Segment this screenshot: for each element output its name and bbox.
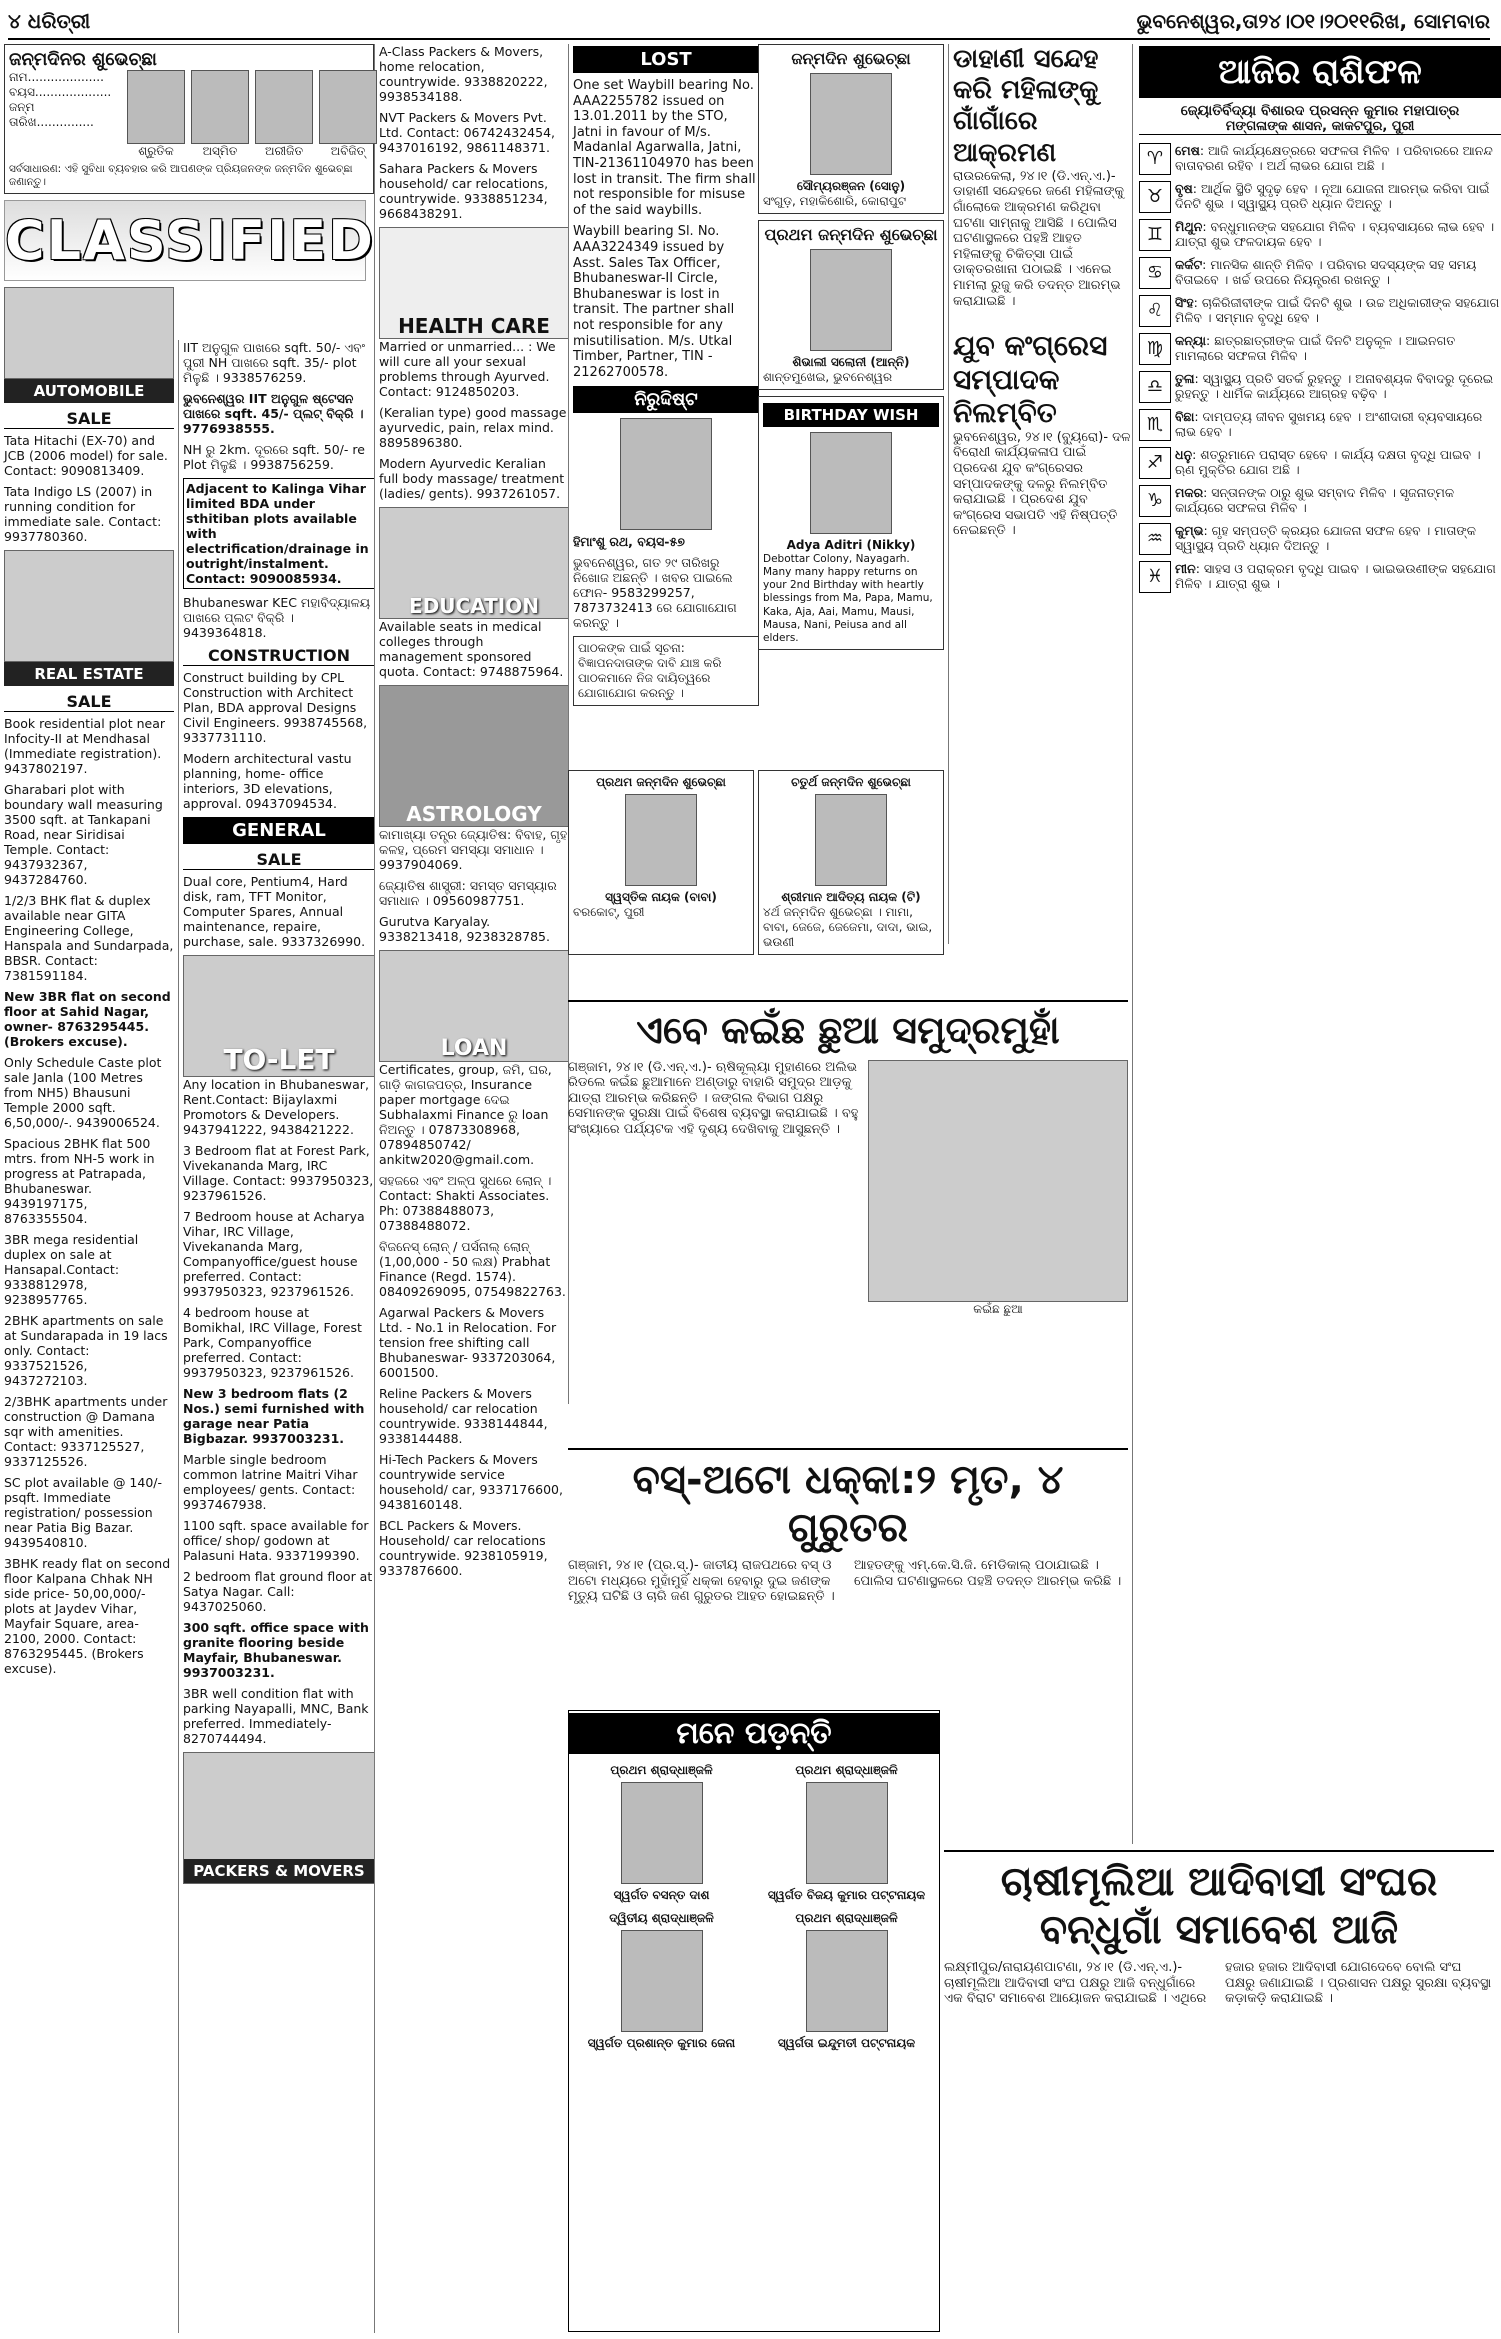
obituary-name: ସ୍ୱର୍ଗତ ବିଜୟ କୁମାର ପଟ୍ଟନାୟକ <box>767 1888 926 1902</box>
column-3 <box>374 44 569 2333</box>
story-4-headline: ବସ୍-ଅଟୋ ଧକ୍କା:୨ ମୃତ, ୪ ଗୁରୁତର <box>632 1457 1064 1551</box>
birthday-note: ସର୍ବସାଧାରଣ: ଏହି ସୁବିଧା ବ୍ୟବହାର କରି ଆପଣଙ୍କ ପ୍ରିୟଜନଙ୍କ ଜନ୍ମଦିନ ଶୁଭେଚ୍ଛା ଜଣାନ୍ତୁ। <box>9 163 353 189</box>
zodiac-name: କୁମ୍ଭ <box>1175 523 1204 538</box>
zodiac-list <box>1139 143 1501 593</box>
construction-heading: CONSTRUCTION <box>183 646 375 666</box>
ad: Book residential plot near Infocity-II at Mendhasal (Immediate registration). 9437802197. <box>4 716 165 777</box>
dateline: ଭୁବନେଶ୍ୱର,ତା୨୪।୦୧।୨୦୧୧ରିଖ, ସୋମବାର <box>1136 9 1490 33</box>
zodiac-name: ଧନୁ <box>1175 447 1193 462</box>
real-estate-label: REAL ESTATE <box>4 662 174 686</box>
ad: Certificates, group, ଜମି, ଘର, ଗାଡ଼ି କାଗଜପତ୍ର, Insurance paper mortgage ଦେଇ Subhalaxmi Finance ରୁ loan ନିଅନ୍ତୁ । 07873308968, 07894850742/ ankitw2020@gmail.com. <box>379 1062 552 1167</box>
child-name: ଶ୍ରୁତିକ <box>138 144 174 158</box>
zodiac-entry: ♋ କର୍କଟ: ମାନସିକ ଶାନ୍ତି ମିଳିବ । ପରିବାର ସଦସ୍ୟଙ୍କ ସହ ସମୟ ବିତାଇବେ । ଖର୍ଚ୍ଚ ଉପରେ ନିୟନ୍ତ୍ରଣ ରଖନ୍ତୁ । <box>1139 257 1501 289</box>
astrology-label: ASTROLOGY <box>406 802 542 826</box>
zodiac-name: ମେଷ <box>1175 143 1200 158</box>
ad: Modern architectural vastu planning, home- office interiors, 3D elevations, approval. 09437094534. <box>183 751 352 811</box>
zodiac-entry: ♎ ତୁଳା: ସ୍ୱାସ୍ଥ୍ୟ ପ୍ରତି ସତର୍କ ରୁହନ୍ତୁ । ଅନାବଶ୍ୟକ ବିବାଦରୁ ଦୂରେଇ ରୁହନ୍ତୁ । ଧାର୍ମିକ କାର୍ଯ୍ୟରେ ଆଗ୍ରହ ବଢ଼ିବ । <box>1139 371 1501 403</box>
wish-title: ପ୍ରଥମ ଜନ୍ମଦିନ ଶୁଭେଚ୍ଛା <box>596 775 726 789</box>
ad: New 3BR flat on second floor at Sahid Nagar, owner- 8763295445. (Brokers excuse). <box>4 989 171 1050</box>
obituary-name: ସ୍ୱର୍ଗତା ଇନ୍ଦୁମତୀ ପଟ୍ଟନାୟକ <box>777 2036 916 2050</box>
obituary-sub: ଦ୍ୱିତୀୟ ଶ୍ରାଦ୍ଧାଞ୍ଜଳି <box>609 1911 714 1925</box>
story-1-headline: ଡାହାଣୀ ସନ୍ଦେହ କରି ମହିଳାଙ୍କୁ ଗାଁଗାଁରେ ଆକ୍ରମଣ <box>953 44 1099 168</box>
ad: ଭୁବନେଶ୍ୱର IIT ଅନୁଗୁଳ ଷ୍ଟେସନ ପାଖରେ sqft. 45/- ପ୍ଲଟ୍ ବିକ୍ରି । 9776938555. <box>183 391 364 436</box>
obituary-1 <box>569 1759 754 1907</box>
zodiac-entry: ♉ ବୃଷ: ଆର୍ଥିକ ସ୍ଥିତି ସୁଦୃଢ଼ ହେବ । ନୂଆ ଯୋଜନା ଆରମ୍ଭ କରିବା ପାଇଁ ଦିନଟି ଶୁଭ । ସ୍ୱାସ୍ଥ୍ୟ ପ୍ରତି ଧ୍ୟାନ ଦିଅନ୍ତୁ । <box>1139 181 1501 213</box>
ad: 4 bedroom house at Bomikhal, IRC Village, Forest Park, Companyoffice preferred. Contact: 9937950323, 9237961526. <box>183 1305 362 1380</box>
zodiac-text: ଚାକିରିଜୀବୀଙ୍କ ପାଇଁ ଦିନଟି ଶୁଭ । ଉଚ୍ଚ ଅଧିକାରୀଙ୍କ ସହଯୋଗ ମିଳିବ । ସମ୍ମାନ ବୃଦ୍ଧି ହେବ । <box>1175 295 1500 326</box>
child-4 <box>319 70 377 159</box>
lost-notice-1: One set Waybill bearing No. AAA2255782 issued on 13.01.2011 by the STO, Jatni in favour of M/s. Madanlal Agarwalla, Jatni, TIN-21361104970 has been lost in transit. The firm shall not responsible for misuse of the said waybills. <box>573 78 756 218</box>
ad: 7 Bedroom house at Acharya Vihar, IRC Village, Vivekananda Marg, Companyoffice/guest house preferred. Contact: 9937950323, 9237961526. <box>183 1209 365 1299</box>
obituary-title: ମନେ ପଡ଼ନ୍ତି <box>569 1713 939 1754</box>
horoscope-address: ମଙ୍ଗଳାଙ୍କ ଶାସନ, କାକଟପୁର, ପୁରୀ <box>1139 119 1501 135</box>
story-4-body: ଗଞ୍ଜାମ, ୨୪।୧ (ପ୍ର.ସ୍.)- ଜାତୀୟ ରାଜପଥରେ ବସ୍ ଓ ଅଟୋ ମଧ୍ୟରେ ମୁହାଁମୁହିଁ ଧକ୍କା ହେବାରୁ ଦୁଇ ଜଣଙ୍କ ମୃତ୍ୟୁ ଘଟିଛି ଓ ଚାରି ଜଣ ଗୁରୁତର ଆହତ ହୋଇଛନ୍ତି । ଆହତଙ୍କୁ ଏମ୍.କେ.ସି.ଜି. ମେଡିକାଲ୍ ପଠାଯାଇଛି । ପୋଲିସ ଘଟଣାସ୍ଥଳରେ ପହଞ୍ଚି ତଦନ୍ତ ଆରମ୍ଭ କରିଛି । <box>568 1558 1122 1605</box>
story-5-headline: ଚାଷୀମୂଲିଆ ଆଦିବାସୀ ସଂଘର ବନ୍ଧୁଗାଁ ସମାବେଶ ଆଜି <box>1000 1859 1438 1953</box>
ad: Only Schedule Caste plot sale Janla (100 Metres from NH5) Bhausuni Temple 2000 sqft. 6,50,000/-. 9439006524. <box>4 1055 162 1131</box>
zodiac-name: ମକର <box>1175 485 1204 500</box>
ad: Modern Ayurvedic Keralian full body massage/ treatment (ladies/ gents). 9937261057. <box>379 456 565 501</box>
packers-image <box>183 1752 375 1884</box>
ad: Adjacent to Kalinga Vihar limited BDA under sthitiban plots available with electrification/drainage in outright/instalment. Contact: 9090085934. <box>183 478 375 589</box>
wish-5 <box>758 770 944 955</box>
wish-text: ସଂଗୁଡ଼, ମହାକିଶୋରି, କୋରାପୁଟ <box>763 194 907 208</box>
zodiac-symbol-icon: ♒ <box>1139 523 1171 555</box>
photo <box>255 70 313 144</box>
wish-name: Adya Aditri (Nikky) <box>786 538 916 552</box>
loan-image <box>379 950 569 1062</box>
packers-label: PACKERS & MOVERS <box>184 1859 374 1883</box>
ad: Dual core, Pentium4, Hard disk, ram, TFT Monitor, Computer Spares, Annual maintenance, repaire, purchase, sale. 9337326990. <box>183 874 366 949</box>
story-1-body: ରାଉରକେଲା, ୨୪।୧ (ଡି.ଏନ୍.ଏ.)- ଡାହାଣୀ ସନ୍ଦେହରେ ଜଣେ ମହିଳାଙ୍କୁ ଗାଁଲୋକେ ଆକ୍ରମଣ କରିଥିବା ଘଟଣା ସାମ୍ନାକୁ ଆସିଛି । ପୋଲିସ ଘଟଣାସ୍ଥଳରେ ପହଞ୍ଚି ଆହତ ମହିଳାଙ୍କୁ ଚିକିତ୍ସା ପାଇଁ ଡାକ୍ତରଖାନା ପଠାଇଛି । ଏନେଇ ମାମଲା ରୁଜୁ କରି ତଦନ୍ତ ଆରମ୍ଭ କରାଯାଇଛି । <box>953 168 1124 309</box>
car-image <box>4 287 174 379</box>
ad: SC plot available @ 140/- psqft. Immediate registration/ possession near Patia Big Bazar. 9439540810. <box>4 1475 163 1551</box>
zodiac-symbol-icon: ♎ <box>1139 371 1171 403</box>
wish-text: ବରକୋଟ୍, ପୁରୀ <box>573 905 645 919</box>
zodiac-symbol-icon: ♑ <box>1139 485 1171 517</box>
ad: 3BHK ready flat on second floor Kalpana Chhak NH side price- 50,00,000/- plots at Jaydev Vihar, Mayfair Square, area-2100, 2000. Contact: 8763295445. (Brokers excuse). <box>4 1556 171 1677</box>
to-let-image <box>183 955 375 1077</box>
zodiac-text: ମାନସିକ ଶାନ୍ତି ମିଳିବ । ପରିବାର ସଦସ୍ୟଙ୍କ ସହ ସମୟ ବିତାଇବେ । ଖର୍ଚ୍ଚ ଉପରେ ନିୟନ୍ତ୍ରଣ ରଖନ୍ତୁ । <box>1175 257 1477 288</box>
house-image <box>4 550 174 662</box>
education-image <box>379 507 569 619</box>
ad: Bhubaneswar KEC ମହାବିଦ୍ୟାଳୟ ପାଖରେ ପ୍ଲଟ ବିକ୍ରି । 9439364818. <box>183 595 371 640</box>
lost-heading: LOST <box>573 46 759 73</box>
wish-title: ଜନ୍ମଦିନ ଶୁଭେଚ୍ଛା <box>791 49 911 68</box>
automobile-label: AUTOMOBILE <box>4 379 174 403</box>
ad: 1100 sqft. space available for office/ shop/ godown at Palasuni Hata. 9337199390. <box>183 1518 369 1563</box>
ad: Construct building by CPL Construction with Architect Plan, BDA approval Designs Civil Engineers. 9938745568, 9337731110. <box>183 670 368 745</box>
wish-2 <box>758 220 944 390</box>
zodiac-text: ଆଜି କାର୍ଯ୍ୟକ୍ଷେତ୍ରରେ ସଫଳତା ମିଳିବ । ପରିବାରରେ ଆନନ୍ଦ ବାତାବରଣ ରହିବ । ଅର୍ଥ ଲାଭର ଯୋଗ ଅଛି । <box>1175 143 1493 174</box>
form-field-dob: ଜନ୍ମ ତାରିଖ............... <box>9 100 94 129</box>
wish-4 <box>568 770 754 955</box>
ad: NH ରୁ 2km. ଦୂରରେ sqft. 50/- re Plot ମିଳୁଛି । 9938756259. <box>183 442 365 472</box>
wish-name: ଶିଭାଲୀ ସଲୋନୀ (ଆନ୍ନି) <box>792 355 910 369</box>
ad: BCL Packers & Movers. Household/ car relocations countrywide. 9238105919, 9337876600. <box>379 1518 548 1578</box>
lost-notice-2: Waybill bearing Sl. No. AAA3224349 issued by Asst. Sales Tax Officer, Bhubaneswar-II Circle, Bhubaneswar is lost in transit. The partner shall not responsible for any misutilisation. M/s. Utkal Timber, Partner, TIN - 21262700578. <box>573 224 735 380</box>
birthday-form <box>4 44 374 194</box>
ad: 2BHK apartments on sale at Sundarapada in 19 lacs only. Contact: 9337521526, 9437272103. <box>4 1313 168 1389</box>
health-care-image <box>379 227 569 339</box>
zodiac-text: ଶତ୍ରୁମାନେ ପରାସ୍ତ ହେବେ । କାର୍ଯ୍ୟ ଦକ୍ଷତା ବୃଦ୍ଧି ପାଇବ । ଋଣ ମୁକ୍ତିର ଯୋଗ ଅଛି । <box>1175 447 1481 478</box>
form-field-name: ନାମ.................... <box>9 70 104 84</box>
child-photo <box>810 249 892 351</box>
zodiac-text: ଆର୍ଥିକ ସ୍ଥିତି ସୁଦୃଢ଼ ହେବ । ନୂଆ ଯୋଜନା ଆରମ୍ଭ କରିବା ପାଇଁ ଦିନଟି ଶୁଭ । ସ୍ୱାସ୍ଥ୍ୟ ପ୍ରତି ଧ୍ୟାନ ଦିଅନ୍ତୁ । <box>1175 181 1490 212</box>
photo <box>319 70 377 144</box>
story-2-headline: ଯୁବ କଂଗ୍ରେସ ସମ୍ପାଦକ ନିଲମ୍ବିତ <box>953 329 1108 430</box>
zodiac-entry: ♍ କନ୍ୟା: ଛାତ୍ରଛାତ୍ରୀଙ୍କ ପାଇଁ ଦିନଟି ଅନୁକୂଳ । ଆଇନଗତ ମାମଲାରେ ସଫଳତା ମିଳିବ । <box>1139 333 1501 365</box>
wishes-row <box>568 770 944 961</box>
obituary-2 <box>754 1759 939 1907</box>
child-photo <box>625 794 697 886</box>
ad: ବିଜନେସ୍ ଲୋନ୍ / ପର୍ସନାଲ୍ ଲୋନ୍ (1,00,000 - 50 ଲକ୍ଷ) Prabhat Finance (Regd. 1574). 08409269095, 07549822763. <box>379 1239 566 1299</box>
ad: 3BR well condition flat with parking Nayapalli, MNC, Bank preferred. Immediately- 8270744494. <box>183 1686 369 1746</box>
wish-name: ସ୍ୱସ୍ତିକ ନାୟକ (ବାବା) <box>605 890 717 904</box>
zodiac-entry: ♌ ସିଂହ: ଚାକିରିଜୀବୀଙ୍କ ପାଇଁ ଦିନଟି ଶୁଭ । ଉଚ୍ଚ ଅଧିକାରୀଙ୍କ ସହଯୋଗ ମିଳିବ । ସମ୍ମାନ ବୃଦ୍ଧି ହେବ । <box>1139 295 1501 327</box>
photo <box>127 70 185 144</box>
ad: 2 bedroom flat ground floor at Satya Nagar. Call: 9437025060. <box>183 1569 373 1614</box>
story-3 <box>568 1000 1128 1442</box>
zodiac-text: ବନ୍ଧୁମାନଙ୍କ ସହଯୋଗ ମିଳିବ । ବ୍ୟବସାୟରେ ଲାଭ ହେବ । ଯାତ୍ରା ଶୁଭ ଫଳଦାୟକ ହେବ । <box>1175 219 1495 250</box>
zodiac-symbol-icon: ♏ <box>1139 409 1171 441</box>
column-2 <box>178 340 375 2333</box>
missing-name: ହିମାଂଶୁ ରଥ, ବୟସ-୫୭ <box>573 534 685 550</box>
zodiac-name: କର୍କଟ <box>1175 257 1203 272</box>
ad: Gurutva Karyalay. 9338213418, 9238328785. <box>379 914 550 944</box>
ad: Available seats in medical colleges through management sponsored quota. Contact: 9748875964. <box>379 619 564 679</box>
zodiac-symbol-icon: ♐ <box>1139 447 1171 479</box>
zodiac-name: ସିଂହ <box>1175 295 1194 310</box>
horoscope-column <box>1132 44 1501 1844</box>
portrait <box>621 1930 703 2032</box>
ad: Tata Hitachi (EX-70) and JCB (2006 model) for sale. Contact: 9090813409. <box>4 433 168 479</box>
child-3 <box>255 70 313 159</box>
zodiac-entry: ♊ ମିଥୁନ: ବନ୍ଧୁମାନଙ୍କ ସହଯୋଗ ମିଳିବ । ବ୍ୟବସାୟରେ ଲାଭ ହେବ । ଯାତ୍ରା ଶୁଭ ଫଳଦାୟକ ହେବ । <box>1139 219 1501 251</box>
photo <box>191 70 249 144</box>
story-4 <box>568 1448 1128 1700</box>
sale-heading: SALE <box>4 409 174 429</box>
zodiac-entry: ♈ ମେଷ: ଆଜି କାର୍ଯ୍ୟକ୍ଷେତ୍ରରେ ସଫଳତା ମିଳିବ । ପରିବାରରେ ଆନନ୍ଦ ବାତାବରଣ ରହିବ । ଅର୍ଥ ଲାଭର ଯୋଗ ଅଛି । <box>1139 143 1501 175</box>
zodiac-text: ଛାତ୍ରଛାତ୍ରୀଙ୍କ ପାଇଁ ଦିନଟି ଅନୁକୂଳ । ଆଇନଗତ ମାମଲାରେ ସଫଳତା ମିଳିବ । <box>1175 333 1456 364</box>
obituary-sub: ପ୍ରଥମ ଶ୍ରାଦ୍ଧାଞ୍ଜଳି <box>795 1911 898 1925</box>
wish-title: ଚତୁର୍ଥ ଜନ୍ମଦିନ ଶୁଭେଚ୍ଛା <box>791 775 911 789</box>
child-name: ଅସ୍ମିତ <box>202 144 238 158</box>
zodiac-entry: ♓ ମୀନ: ସାହସ ଓ ପରାକ୍ରମ ବୃଦ୍ଧି ପାଇବ । ଭାଇଭଉଣୀଙ୍କ ସହଯୋଗ ମିଳିବ । ଯାତ୍ରା ଶୁଭ । <box>1139 561 1501 593</box>
ad: A-Class Packers & Movers, home relocation, countrywide. 9338820222, 9938534188. <box>379 44 548 104</box>
page-header <box>8 4 1490 40</box>
ad: ସହଜରେ ଏବଂ ଅଳ୍ପ ସୁଧରେ ଲୋନ୍ । Contact: Shakti Associates. Ph: 07388488073, 07388488072. <box>379 1173 552 1233</box>
zodiac-text: ଦାମ୍ପତ୍ୟ ଜୀବନ ସୁଖମୟ ହେବ । ଅଂଶୀଦାରୀ ବ୍ୟବସାୟରେ ଲାଭ ହେବ । <box>1175 409 1483 440</box>
child-photo <box>810 73 892 175</box>
zodiac-symbol-icon: ♈ <box>1139 143 1171 175</box>
wish-title: BIRTHDAY WISH <box>763 403 939 427</box>
reader-notice: ପାଠକଙ୍କ ପାଇଁ ସୂଚନା: ବିଜ୍ଞାପନଦାତାଙ୍କ ଦାବି ଯାଞ୍ଚ କରି ପାଠକମାନେ ନିଜ ଦାୟିତ୍ୱରେ ଯୋଗାଯୋଗ କରନ୍ତୁ । <box>573 636 759 706</box>
education-label: EDUCATION <box>409 594 539 618</box>
wish-text: ୪ର୍ଥ ଜନ୍ମଦିନ ଶୁଭେଚ୍ଛା । ମାମା, ବାବା, ଜେଜେ, ଜେଜେମା, ଦାଦା, ଭାଇ, ଭଉଣୀ <box>763 905 933 949</box>
ad: Hi-Tech Packers & Movers countrywide service household/ car, 9337176600, 9438160148. <box>379 1452 563 1512</box>
story-5 <box>944 1850 1494 2332</box>
obituary-sub: ପ୍ରଥମ ଶ୍ରାଦ୍ଧାଞ୍ଜଳି <box>610 1763 713 1777</box>
ad: 300 sqft. office space with granite flooring beside Mayfair, Bhubaneswar. 9937003231. <box>183 1620 369 1680</box>
zodiac-name: ତୁଳା <box>1175 371 1195 386</box>
zodiac-symbol-icon: ♓ <box>1139 561 1171 593</box>
zodiac-entry: ♐ ଧନୁ: ଶତ୍ରୁମାନେ ପରାସ୍ତ ହେବେ । କାର୍ଯ୍ୟ ଦକ୍ଷତା ବୃଦ୍ଧି ପାଇବ । ଋଣ ମୁକ୍ତିର ଯୋଗ ଅଛି । <box>1139 447 1501 479</box>
ad: Tata Indigo LS (2007) in running condition for immediate sale. Contact: 9937780360. <box>4 484 162 545</box>
ad: 1/2/3 BHK flat & duplex available near GITA Engineering College, Hanspala and Sundarpada, BBSR. Contact: 7381591184. <box>4 893 174 984</box>
ad: Spacious 2BHK flat 500 mtrs. from NH-5 work in progress at Patrapada, Bhubaneswar. 9439197175, 8763355504. <box>4 1136 155 1227</box>
wish-name: ସୌମ୍ୟରଞ୍ଜନ (ସୋନୁ) <box>796 179 906 193</box>
ad: Sahara Packers & Movers household/ car relocations, countrywide. 9338851234, 9668438291. <box>379 161 549 221</box>
ad: କାମାଖ୍ୟା ତନ୍ତ୍ର ଜ୍ୟୋତିଷ: ବିବାହ, ଗୃହ କଳହ, ପ୍ରେମ ସମସ୍ୟା ସମାଧାନ । 9937904069. <box>379 827 568 872</box>
wish-title: ପ୍ରଥମ ଜନ୍ମଦିନ ଶୁଭେଚ୍ଛା <box>764 225 938 244</box>
page-number: ୪ ଧରିତ୍ରୀ <box>8 9 91 33</box>
obituary-4 <box>754 1907 939 2055</box>
classified-banner: CLASSIFIED <box>4 200 366 281</box>
missing-person-photo <box>620 418 712 530</box>
zodiac-symbol-icon: ♉ <box>1139 181 1171 213</box>
wish-text: Debottar Colony, Nayagarh. Many many happy returns on your 2nd Birthday with heartly blessings from Ma, Papa, Mamu, Kaka, Aja, Aai, Mamu, Mausi, Mausa, Nani, Peiusa and all elders. <box>763 553 933 644</box>
ad: Married or unmarried... : We will cure all your sexual problems through Ayurved. Contact: 9124850203. <box>379 339 556 399</box>
obituary-sub: ପ୍ରଥମ ଶ୍ରାଦ୍ଧାଞ୍ଜଳି <box>795 1763 898 1777</box>
wish-1 <box>758 44 944 214</box>
loan-label: LOAN <box>440 1036 508 1061</box>
health-care-label: HEALTH CARE <box>398 314 550 338</box>
zodiac-entry: ♏ ବିଛା: ଦାମ୍ପତ୍ୟ ଜୀବନ ସୁଖମୟ ହେବ । ଅଂଶୀଦାରୀ ବ୍ୟବସାୟରେ ଲାଭ ହେବ । <box>1139 409 1501 441</box>
child-1 <box>127 70 185 159</box>
child-photo <box>815 794 887 886</box>
zodiac-symbol-icon: ♌ <box>1139 295 1171 327</box>
story-3-headline: ଏବେ କଇଁଛ ଛୁଆ ସମୁଦ୍ରମୁହାଁ <box>636 1008 1060 1052</box>
obituary-name: ସ୍ୱର୍ଗତ ପ୍ରଶାନ୍ତ କୁମାର ଜେନା <box>587 2036 736 2050</box>
missing-text: ଭୁବନେଶ୍ୱର, ଗତ ୨୯ ତାରିଖରୁ ନିଖୋଜ ଅଛନ୍ତି । ଖବର ପାଇଲେ ଫୋନ- 9583299257, 7873732413 ରେ ଯୋଗାଯୋଗ କରନ୍ତୁ । <box>573 555 737 631</box>
zodiac-name: ମୀନ <box>1175 561 1196 576</box>
zodiac-name: ବିଛା <box>1175 409 1195 424</box>
story-5-body: ଲକ୍ଷ୍ମୀପୁର/ନାରାୟଣପାଟଣା, ୨୪।୧ (ଡି.ଏନ୍.ଏ.)- ଚାଷୀମୂଲିଆ ଆଦିବାସୀ ସଂଘ ପକ୍ଷରୁ ଆଜି ବନ୍ଧୁଗାଁରେ ଏକ ବିରାଟ ସମାବେଶ ଆୟୋଜନ କରାଯାଇଛି । ଏଥିରେ ହଜାର ହଜାର ଆଦିବାସୀ ଯୋଗଦେବେ ବୋଲି ସଂଘ ପକ୍ଷରୁ ଜଣାଯାଇଛି । ପ୍ରଶାସନ ପକ୍ଷରୁ ସୁରକ୍ଷା ବ୍ୟବସ୍ଥା କଡ଼ାକଡ଼ି କରାଯାଇଛି । <box>944 1960 1492 2007</box>
horoscope-title: ଆଜିର ରାଶିଫଳ <box>1139 46 1501 98</box>
sale-heading: SALE <box>183 850 375 870</box>
ad: 3 Bedroom flat at Forest Park, Vivekananda Marg, IRC Village. Contact: 9937950323, 9237961526. <box>183 1143 374 1203</box>
ad: Any location in Bhubaneswar, Rent.Contact: Bijaylaxmi Promotors & Developers. 9437941222, 9438421222. <box>183 1077 369 1137</box>
turtles-photo <box>868 1060 1128 1302</box>
zodiac-text: ସନ୍ତାନଙ୍କ ଠାରୁ ଶୁଭ ସମ୍ବାଦ ମିଳିବ । ସୃଜନାତ୍ମକ କାର୍ଯ୍ୟରେ ସଫଳତା ମିଳିବ । <box>1175 485 1455 516</box>
obituary-box <box>568 1710 940 2332</box>
child-2 <box>191 70 249 159</box>
zodiac-text: ଗୃହ ସମ୍ପତ୍ତି କ୍ରୟର ଯୋଜନା ସଫଳ ହେବ । ମାତାଙ୍କ ସ୍ୱାସ୍ଥ୍ୟ ପ୍ରତି ଧ୍ୟାନ ଦିଅନ୍ତୁ । <box>1175 523 1477 554</box>
obituary-3 <box>569 1907 754 2055</box>
missing-heading: ନିରୁଦ୍ଦିଷ୍ଟ <box>573 386 759 413</box>
zodiac-symbol-icon: ♍ <box>1139 333 1171 365</box>
story-3-body: ଗଞ୍ଜାମ, ୨୪।୧ (ଡି.ଏନ୍.ଏ.)- ଋଷିକୂଲ୍ୟା ମୁହାଣରେ ଅଲିଭ ରିଡଲେ କଇଁଛ ଛୁଆମାନେ ଅଣ୍ଡାରୁ ବାହାରି ସମୁଦ୍ର ଆଡ଼କୁ ଯାତ୍ରା ଆରମ୍ଭ କରିଛନ୍ତି । ଜଙ୍ଗଲ ବିଭାଗ ପକ୍ଷରୁ ସେମାନଙ୍କ ସୁରକ୍ଷା ପାଇଁ ବିଶେଷ ବ୍ୟବସ୍ଥା କରାଯାଇଛି । ବହୁ ସଂଖ୍ୟାରେ ପର୍ଯ୍ୟଟକ ଏହି ଦୃଶ୍ୟ ଦେଖିବାକୁ ଆସୁଛନ୍ତି । <box>568 1059 859 1137</box>
ad: Gharabari plot with boundary wall measuring 3500 sqft. at Tankapani Road, near Siridisai Temple. Contact: 9437932367, 9437284760. <box>4 782 163 888</box>
ad: New 3 bedroom flats (2 Nos.) semi furnished with garage near Patia Bigbazar. 9937003231. <box>183 1386 365 1446</box>
to-let-label: TO-LET <box>223 1043 335 1076</box>
birthday-form-title: ଜନ୍ମଦିନର ଶୁଭେଚ୍ଛା <box>9 49 157 70</box>
child-name: ଅରୀଜିତ <box>264 144 304 158</box>
story-2-body: ଭୁବନେଶ୍ୱର, ୨୪।୧ (ବ୍ୟୁରୋ)- ଦଳ ବିରୋଧୀ କାର୍ଯ୍ୟକଳାପ ପାଇଁ ପ୍ରଦେଶ ଯୁବ କଂଗ୍ରେସର ସମ୍ପାଦକଙ୍କୁ ଦଳରୁ ନିଲମ୍ବିତ କରାଯାଇଛି । ପ୍ରଦେଶ ଯୁବ କଂଗ୍ରେସ ସଭାପତି ଏହି ନିଷ୍ପତ୍ତି ନେଇଛନ୍ତି । <box>953 429 1131 539</box>
sale-heading: SALE <box>4 692 174 712</box>
zodiac-entry: ♑ ମକର: ସନ୍ତାନଙ୍କ ଠାରୁ ଶୁଭ ସମ୍ବାଦ ମିଳିବ । ସୃଜନାତ୍ମକ କାର୍ଯ୍ୟରେ ସଫଳତା ମିଳିବ । <box>1139 485 1501 517</box>
ad: (Keralian type) good massage ayurvedic, pain, relax mind. 8895896380. <box>379 405 567 450</box>
child-photo <box>810 432 892 534</box>
zodiac-symbol-icon: ♋ <box>1139 257 1171 289</box>
photo-caption: କଇଁଛ ଛୁଆ <box>973 1301 1023 1316</box>
zodiac-text: ସାହସ ଓ ପରାକ୍ରମ ବୃଦ୍ଧି ପାଇବ । ଭାଇଭଉଣୀଙ୍କ ସହଯୋଗ ମିଳିବ । ଯାତ୍ରା ଶୁଭ । <box>1175 561 1496 592</box>
column-6 <box>948 44 1133 944</box>
wish-name: ଶ୍ରୀମାନ ଆଦିତ୍ୟ ନାୟକ (ଟି) <box>781 890 921 904</box>
ad: IIT ଅନୁଗୁଳ ପାଖରେ sqft. 50/- ଏବଂ ପୁରୀ NH ପାଖରେ sqft. 35/- plot ମିଳୁଛି । 9338576259. <box>183 340 365 385</box>
general-heading: GENERAL <box>183 817 375 844</box>
ad: Marble single bedroom common latrine Maitri Vihar employees/ gents. Contact: 9937467938. <box>183 1452 358 1512</box>
zodiac-name: ମିଥୁନ <box>1175 219 1203 234</box>
ad: 3BR mega residential duplex on sale at Hansapal.Contact: 9338812978, 9238957765. <box>4 1232 139 1308</box>
zodiac-name: ବୃଷ <box>1175 181 1193 196</box>
ad: 2/3BHK apartments under construction @ Damana sqr with amenities. Contact: 9337125527, 9337125526. <box>4 1394 168 1470</box>
obituary-name: ସ୍ୱର୍ଗତ ବସନ୍ତ ଦାଶ <box>613 1888 710 1902</box>
form-field-age: ବୟସ.................... <box>9 85 112 99</box>
zodiac-symbol-icon: ♊ <box>1139 219 1171 251</box>
zodiac-entry: ♒ କୁମ୍ଭ: ଗୃହ ସମ୍ପତ୍ତି କ୍ରୟର ଯୋଜନା ସଫଳ ହେବ । ମାତାଙ୍କ ସ୍ୱାସ୍ଥ୍ୟ ପ୍ରତି ଧ୍ୟାନ ଦିଅନ୍ତୁ । <box>1139 523 1501 555</box>
zodiac-text: ସ୍ୱାସ୍ଥ୍ୟ ପ୍ରତି ସତର୍କ ରୁହନ୍ତୁ । ଅନାବଶ୍ୟକ ବିବାଦରୁ ଦୂରେଇ ରୁହନ୍ତୁ । ଧାର୍ମିକ କାର୍ଯ୍ୟରେ ଆଗ୍ରହ ବଢ଼ିବ । <box>1175 371 1494 402</box>
child-name: ଅବିଜିତ୍ <box>330 144 366 158</box>
ad: NVT Packers & Movers Pvt. Ltd. Contact: 06742432454, 9437016192, 9861148371. <box>379 110 556 155</box>
portrait <box>806 1782 888 1884</box>
horoscope-author: ଜ୍ୟୋତିର୍ବିଦ୍ୟା ବିଶାରଦ ପ୍ରସନ୍ନ କୁମାର ମହାପାତ୍ର <box>1180 103 1460 119</box>
ad: ଜ୍ୟୋତିଷ ଶାସ୍ତ୍ରୀ: ସମସ୍ତ ସମସ୍ୟାର ସମାଧାନ । 09560987751. <box>379 878 557 908</box>
portrait <box>806 1930 888 2032</box>
zodiac-name: କନ୍ୟା <box>1175 333 1207 348</box>
wish-3 <box>758 396 944 650</box>
astrology-image <box>379 685 569 827</box>
ad: Reline Packers & Movers household/ car relocation countrywide. 9338144844, 9338144488. <box>379 1386 548 1446</box>
ad: Agarwal Packers & Movers Ltd. - No.1 in Relocation. For tension free shifting call Bhubaneswar- 9337203064, 6001500. <box>379 1305 557 1380</box>
wish-text: ଶାନ୍ତମୁଖେଇ, ଭୁବନେଶ୍ୱର <box>763 370 893 384</box>
portrait <box>621 1782 703 1884</box>
